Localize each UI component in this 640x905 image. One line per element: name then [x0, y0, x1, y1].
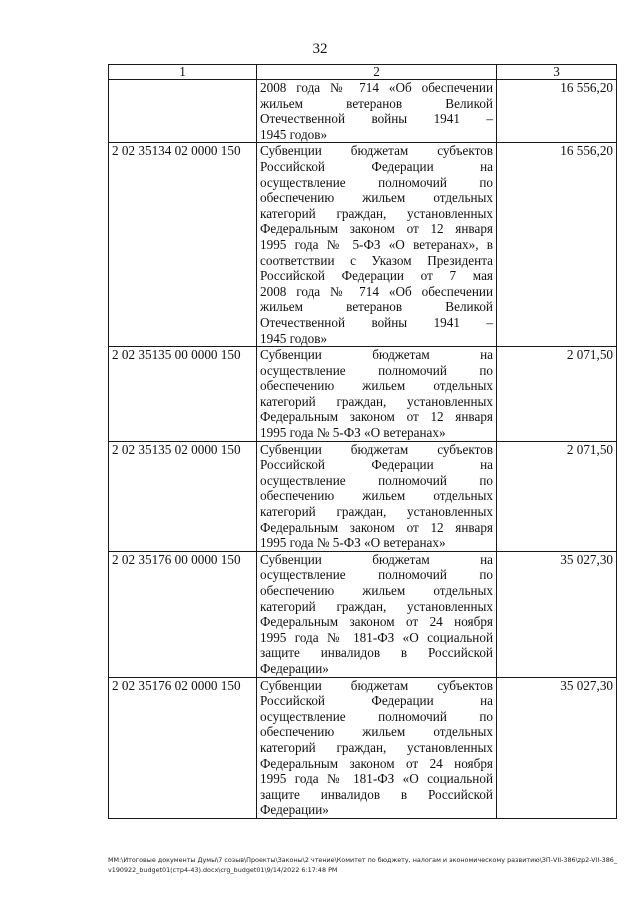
description-line: жильем ветеранов Великой [260, 299, 493, 315]
description-line: 1995 года № 5-ФЗ «О ветеранах» [260, 425, 446, 441]
budget-table [108, 64, 617, 819]
table-body [109, 65, 617, 819]
description-line: обеспечению жильем отдельных [260, 583, 493, 598]
description-line: обеспечению жильем отдельных [260, 724, 493, 740]
description-line: Субвенции бюджетам субъектов [260, 143, 493, 159]
amount-cell: 16 556,20 [497, 143, 617, 347]
description-line: Субвенции бюджетам на [260, 347, 493, 363]
description-line: 1995 года № 5-ФЗ «О ветеранах», в [260, 236, 493, 252]
description-line: Федеральным законом от 12 января [260, 519, 493, 535]
description-line: соответствии с Указом Президента [260, 252, 493, 268]
description-line: Федеральным законом от 24 ноября [260, 755, 493, 771]
description-line: Федеральным законом от 24 ноября [260, 614, 493, 630]
description-line: 1995 года № 181-ФЗ «О социальной [260, 771, 493, 787]
description-line: 1945 годов» [260, 126, 328, 142]
budget-code-cell: 2 02 35176 02 0000 150 [109, 677, 257, 818]
amount-cell: 35 027,30 [497, 677, 617, 818]
page-number: 32 [312, 41, 328, 57]
description-cell [257, 441, 497, 551]
description-line: Российской Федерации на [260, 693, 493, 709]
description-line: Отечественной войны 1941 – [260, 314, 493, 330]
amount-cell: 2 071,50 [497, 347, 617, 442]
description-line: 1995 года № 5-ФЗ «О ветеранах» [260, 535, 446, 551]
budget-code-cell: 2 02 35134 02 0000 150 [109, 143, 257, 347]
budget-code-cell: 2 02 35135 02 0000 150 [109, 441, 257, 551]
description-line: категорий граждан, установленных [260, 598, 493, 614]
table-row [109, 143, 617, 347]
description-line: Субвенции бюджетам на [260, 551, 493, 567]
budget-code-cell: 2 02 35135 00 0000 150 [109, 347, 257, 442]
description-line: Федерации» [260, 802, 329, 818]
description-line: 2008 года № 714 «Об обеспечении [260, 283, 493, 299]
description-cell [257, 347, 497, 442]
table-row [109, 551, 617, 677]
description-cell [257, 551, 497, 677]
description-line: Федеральным законом от 12 января [260, 221, 493, 237]
description-line: 1945 годов» [260, 330, 328, 346]
description-line: осуществление полномочий по [260, 567, 493, 583]
description-line: обеспечению жильем отдельных [260, 190, 493, 206]
amount-cell: 16 556,20 [497, 80, 617, 143]
amount-cell: 2 071,50 [497, 441, 617, 551]
description-line: обеспечению жильем отдельных [260, 378, 493, 394]
description-line: Субвенции бюджетам субъектов [260, 677, 493, 693]
budget-code-cell [109, 80, 257, 143]
column-header-3: 3 [497, 65, 617, 80]
description-line: Субвенции бюджетам субъектов [260, 441, 493, 457]
description-line: осуществление полномочий по [260, 708, 493, 724]
description-line: осуществление полномочий по [260, 174, 493, 190]
description-cell [257, 143, 497, 347]
description-line: жильем ветеранов Великой [260, 95, 493, 111]
budget-code-cell: 2 02 35176 00 0000 150 [109, 551, 257, 677]
description-line: Отечественной войны 1941 – [260, 111, 493, 127]
description-line: категорий граждан, установленных [260, 205, 493, 221]
description-line: защите инвалидов в Российской [260, 645, 493, 661]
description-line: 1995 года № 181-ФЗ «О социальной [260, 629, 493, 645]
table-row [109, 347, 617, 442]
description-line: категорий граждан, установленных [260, 504, 493, 520]
description-line: Российской Федерации на [260, 158, 493, 174]
description-line: Федеральным законом от 12 января [260, 409, 493, 425]
table-row [109, 80, 617, 143]
description-line: 2008 года № 714 «Об обеспечении [260, 80, 493, 95]
description-line: осуществление полномочий по [260, 472, 493, 488]
table-row [109, 677, 617, 818]
description-cell [257, 677, 497, 818]
description-line: Федерации» [260, 660, 329, 676]
description-line: категорий граждан, установленных [260, 739, 493, 755]
description-line: обеспечению жильем отдельных [260, 488, 493, 504]
description-line: защите инвалидов в Российской [260, 786, 493, 802]
header-row [109, 65, 617, 80]
description-line: категорий граждан, установленных [260, 393, 493, 409]
amount-cell: 35 027,30 [497, 551, 617, 677]
description-cell [257, 80, 497, 143]
description-line: Российской Федерации от 7 мая [260, 268, 493, 284]
description-line: осуществление полномочий по [260, 362, 493, 378]
table-row [109, 441, 617, 551]
document-footer-path: ММ:\Итоговые документы Думы\7 созыв\Проекты\Законы\2 чтение\Комитет по бюджету, налогам и экономическому развитию\ЗП-VII-386\zp2-VII-386_v190922_budget01(стр4-43).docx\crg_budget01\9/14/2022 6:17:48 PM [108, 856, 618, 874]
description-line: Российской Федерации на [260, 457, 493, 473]
column-header-1: 1 [109, 65, 257, 80]
column-header-2: 2 [257, 65, 497, 80]
